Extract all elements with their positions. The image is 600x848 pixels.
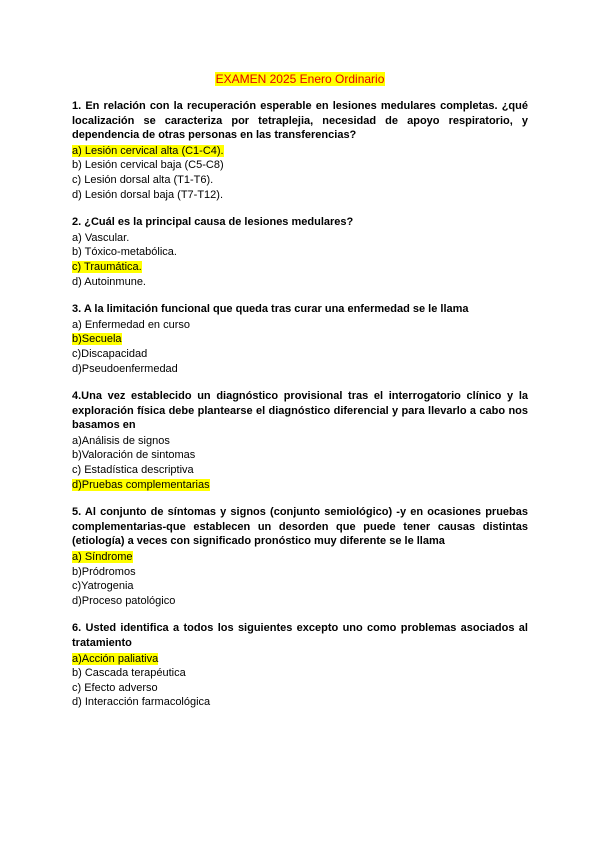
- answer-option: [72, 478, 528, 493]
- question-text: 2. ¿Cuál es la principal causa de lesiones medulares?: [72, 216, 354, 229]
- question-text: 3. A la limitación funcional que queda tras curar una enfermedad se le llama: [72, 303, 469, 316]
- highlighted-answer-text: a) Síndrome: [72, 551, 133, 564]
- answer-option: [72, 188, 528, 203]
- question-text: 4.Una vez establecido un diagnóstico provisional tras el interrogatorio clínico y la exploración física debe plantearse el diagnóstico diferencial y para llevarlo a cabo nos basamos en: [72, 390, 528, 432]
- answer-option: [72, 448, 528, 463]
- exam-title: EXAMEN 2025 Enero Ordinario: [215, 72, 385, 86]
- answer-option: [72, 434, 528, 449]
- answer-text: a)Análisis de signos: [72, 434, 170, 447]
- questions-list: [72, 99, 528, 723]
- title-container: [0, 70, 600, 88]
- question-text: 6. Usted identifica a todos los siguientes excepto uno como problemas asociados al tratamiento: [72, 622, 528, 649]
- answer-option: [72, 695, 528, 710]
- answer-text: a) Enfermedad en curso: [72, 318, 191, 331]
- answer-option: [72, 158, 528, 173]
- answer-text: d) Interacción farmacológica: [72, 696, 211, 709]
- question-5: [72, 505, 528, 608]
- highlighted-answer-text: a) Lesión cervical alta (C1-C4).: [72, 144, 224, 157]
- answer-text: d)Pseudoenfermedad: [72, 362, 178, 375]
- question-1: [72, 99, 528, 202]
- answer-option: [72, 681, 528, 696]
- highlighted-answer-text: c) Traumática.: [72, 260, 142, 273]
- answer-option: [72, 318, 528, 333]
- answer-option: [72, 275, 528, 290]
- answer-text: d)Proceso patológico: [72, 594, 176, 607]
- answer-text: c) Estadística descriptiva: [72, 464, 194, 477]
- highlighted-answer-text: a)Acción paliativa: [72, 652, 159, 665]
- question-2: [72, 215, 528, 289]
- question-text: 1. En relación con la recuperación esperable en lesiones medulares completas. ¿qué localización se caracteriza por tetraplejia, necesidad de apoyo respiratorio, y dependencia de otras personas en las transferencias?: [72, 100, 528, 142]
- answer-option: [72, 231, 528, 246]
- answer-option: [72, 594, 528, 609]
- answer-text: c)Discapacidad: [72, 347, 148, 360]
- answer-text: d) Lesión dorsal baja (T7-T12).: [72, 188, 224, 201]
- answer-text: c) Efecto adverso: [72, 681, 158, 694]
- answer-text: b)Valoración de sintomas: [72, 449, 196, 462]
- answer-option: [72, 652, 528, 667]
- highlighted-answer-text: b)Secuela: [72, 333, 122, 346]
- answer-text: b) Tóxico-metabólica.: [72, 246, 177, 259]
- answer-text: c)Yatrogenia: [72, 580, 134, 593]
- answer-option: [72, 550, 528, 565]
- answer-option: [72, 347, 528, 362]
- question-4: [72, 389, 528, 492]
- answer-option: [72, 260, 528, 275]
- question-text: 5. Al conjunto de síntomas y signos (conjunto semiológico) -y en ocasiones pruebas complementarias-que establecen un desorden que puede tener causas distintas (etiología) a veces con significado pronóstico muy diferente se le llama: [72, 506, 528, 548]
- answer-option: [72, 144, 528, 159]
- highlighted-answer-text: d)Pruebas complementarias: [72, 478, 210, 491]
- answer-option: [72, 579, 528, 594]
- answer-text: b) Cascada terapéutica: [72, 667, 186, 680]
- answer-text: d) Autoinmune.: [72, 275, 146, 288]
- answer-option: [72, 463, 528, 478]
- answer-option: [72, 362, 528, 377]
- question-6: [72, 621, 528, 710]
- answer-option: [72, 332, 528, 347]
- answer-option: [72, 173, 528, 188]
- answer-text: b)Pródromos: [72, 565, 136, 578]
- answer-text: a) Vascular.: [72, 231, 130, 244]
- answer-option: [72, 565, 528, 580]
- answer-text: c) Lesión dorsal alta (T1-T6).: [72, 173, 214, 186]
- answer-option: [72, 245, 528, 260]
- answer-text: b) Lesión cervical baja (C5-C8): [72, 159, 224, 172]
- answer-option: [72, 666, 528, 681]
- question-3: [72, 302, 528, 376]
